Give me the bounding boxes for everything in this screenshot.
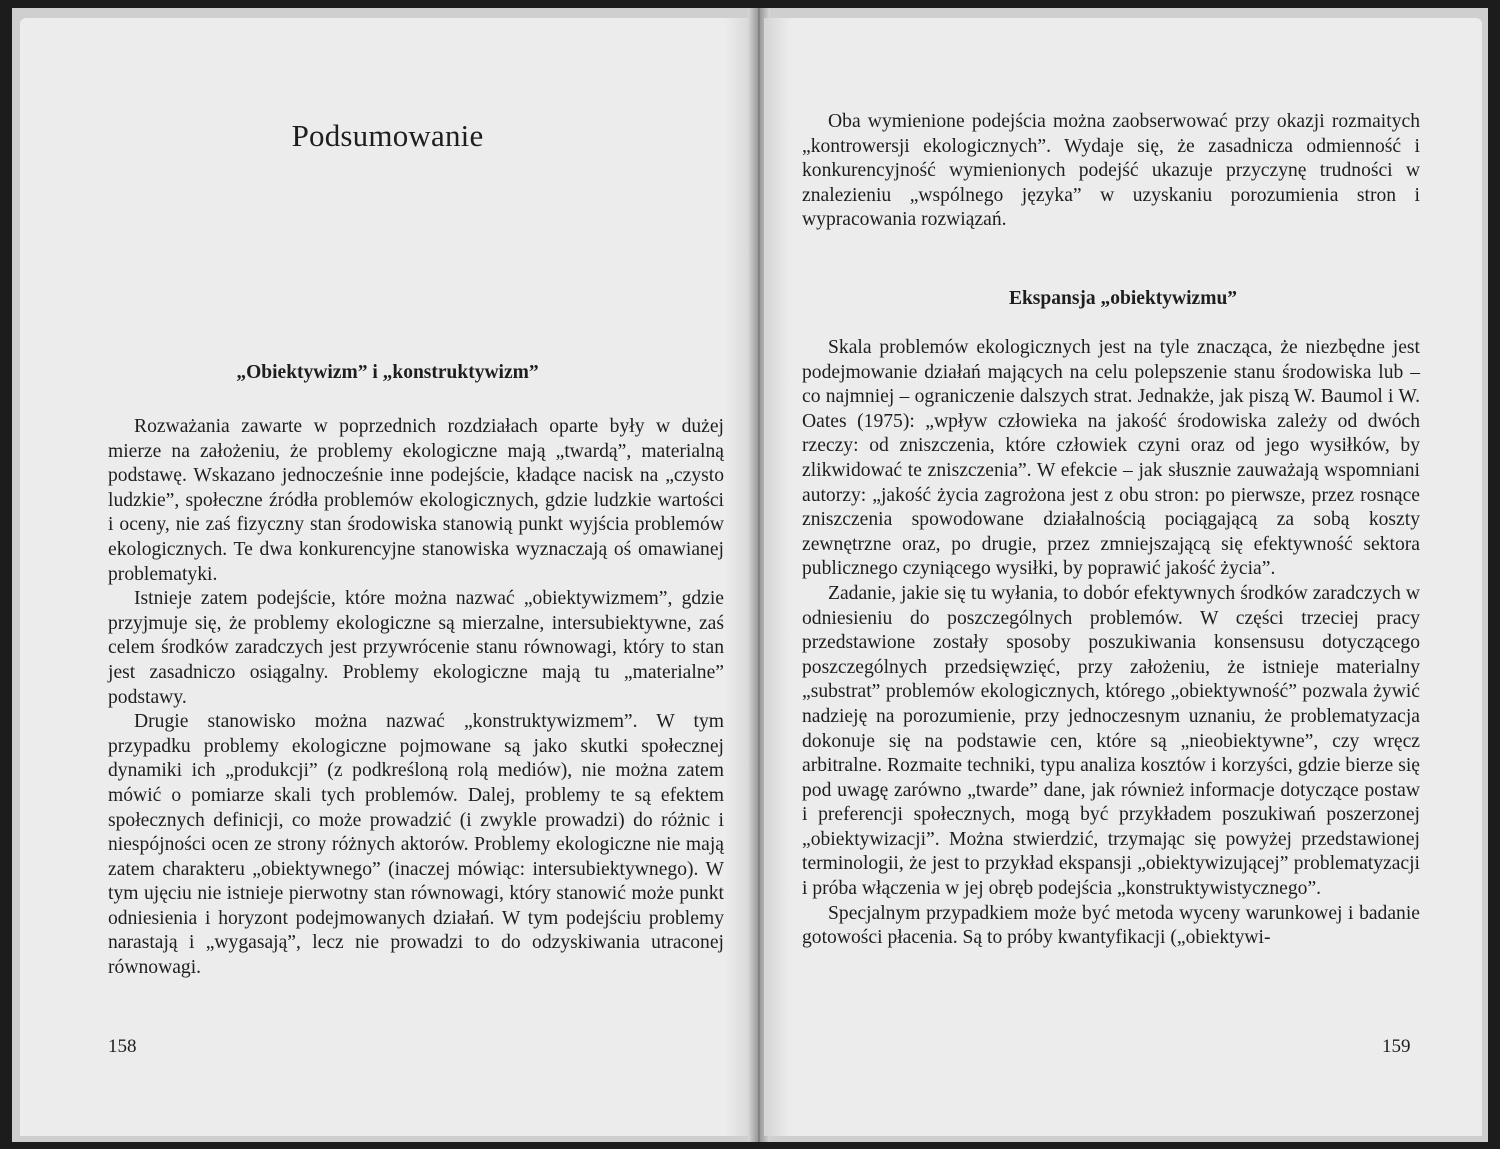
page-number-right: 159 xyxy=(1382,1036,1411,1057)
paragraph: Istnieje zatem podejście, które można nazwać „obiektywizmem”, gdzie przyjmuje się, że problemy ekologiczne są mierzalne, intersubiektywne, zaś celem środków zaradczych jest przywrócenie stanu równowagi, który to stan jest zasadniczo osiągalny. Problemy ekologiczne mają tu „materialne” podstawy. xyxy=(108,588,724,708)
paragraph: Specjalnym przypadkiem może być metoda wyceny warunkowej i badanie gotowości płacenia. Są to próby kwantyfikacji („obiektywi- xyxy=(802,902,1420,949)
right-intro-text xyxy=(802,110,1420,233)
section-heading-right: Ekspansja „obiektywizmu” xyxy=(1008,288,1238,309)
paragraph: Oba wymienione podejścia można zaobserwować przy okazji rozmaitych „kontrowersji ekologicznych”. Wydaje się, że zasadnicza odmienność i konkurencyjność wymienionych podejść ukazuje przyczynę trudności w znalezieniu „wspólnego języka” w uzyskaniu porozumienia stron i wypracowania rozwiązań. xyxy=(802,111,1420,231)
left-page xyxy=(20,18,755,1136)
right-body-text xyxy=(802,336,1420,951)
section-heading-left: „Obiektywizm” i „konstruktywizm” xyxy=(236,362,539,383)
right-page xyxy=(764,18,1482,1136)
left-body-text xyxy=(108,415,724,981)
paragraph: Drugie stanowisko można nazwać „konstruktywizmem”. W tym przypadku problemy ekologiczne pojmowane są jako skutki społecznej dynamiki ich „produkcji” (z podkreśloną rolą mediów), nie można zatem mówić o pomiarze skali tych problemów. Dalej, problemy te są efektem społecznych definicji, co może prowadzić (i zwykle prowadzi) do różnic i niespójności ocen ze strony różnych aktorów. Problemy ekologiczne nie mają zatem charakteru „obiektywnego” (inaczej mówiąc: intersubiektywnego). W tym ujęciu nie istnieje pierwotny stan równowagi, który stanowić może punkt odniesienia i horyzont podejmowanych działań. W tym podejściu problemy narastają i „wygasają”, lecz nie prowadzi to do odzyskiwania utraconej równowagi. xyxy=(108,711,724,979)
paragraph: Skala problemów ekologicznych jest na tyle znacząca, że niezbędne jest podejmowanie działań mających na celu polepszenie stanu środowiska lub – co najmniej – ograniczenie dalszych strat. Jednakże, jak piszą W. Baumol i W. Oates (1975): „wpływ człowieka na jakość środowiska zależy od dwóch rzeczy: od zniszczenia, które człowiek czyni oraz od jego wysiłków, by zlikwidować te zniszczenia”. W efekcie – jak słusznie zauważają wspomniani autorzy: „jakość życia zagrożona jest z obu stron: po pierwsze, przez rosnące zniszczenia spowodowane działalnością pociągającą za sobą koszty zewnętrzne oraz, po drugie, przez zmniejszającą się efektywność sektora publicznego czyniącego wysiłki, by poprawić jakość życia”. xyxy=(802,337,1420,580)
chapter-title: Podsumowanie xyxy=(291,118,484,153)
book-spread xyxy=(12,8,1488,1142)
paragraph: Zadanie, jakie się tu wyłania, to dobór efektywnych środków zaradczych w odniesieniu do poszczególnych problemów. W części trzeciej pracy przedstawione zostały sposoby poszukiwania konsensusu dotyczącego poszczególnych przedsięwzięć, przy założeniu, że istnieje materialny „substrat” problemów ekologicznych, którego „obiektywność” pozwala żywić nadzieję na porozumienie, przy jednoczesnym uznaniu, że problematyzacja dokonuje się na podstawie cen, które są „nieobiektywne”, czy wręcz arbitralne. Rozmaite techniki, typu analiza kosztów i korzyści, gdzie bierze się pod uwagę zarówno „twarde” dane, jak również informacje dotyczące postaw i preferencji społecznych, mogą być przykładem poszukiwań poszerzonej „obiektywizacji”. Można stwierdzić, trzymając się powyżej przedstawionej terminologii, że jest to przykład ekspansji „obiektywizującej” problematyzacji i próba włączenia w jej obręb podejścia „konstruktywistycznego”. xyxy=(802,582,1420,900)
page-number-left: 158 xyxy=(108,1036,137,1057)
paragraph: Rozważania zawarte w poprzednich rozdziałach oparte były w dużej mierze na założeniu, że problemy ekologiczne mają „twardą”, materialną podstawę. Wskazano jednocześnie inne podejście, kładące nacisk na „czysto ludzkie”, społeczne źródła problemów ekologicznych, gdzie ludzkie wartości i oceny, nie zaś fizyczny stan środowiska stanowią punkt wyjścia problemów ekologicznych. Te dwa konkurencyjne stanowiska wyznaczają oś omawianej problematyki. xyxy=(108,416,724,585)
